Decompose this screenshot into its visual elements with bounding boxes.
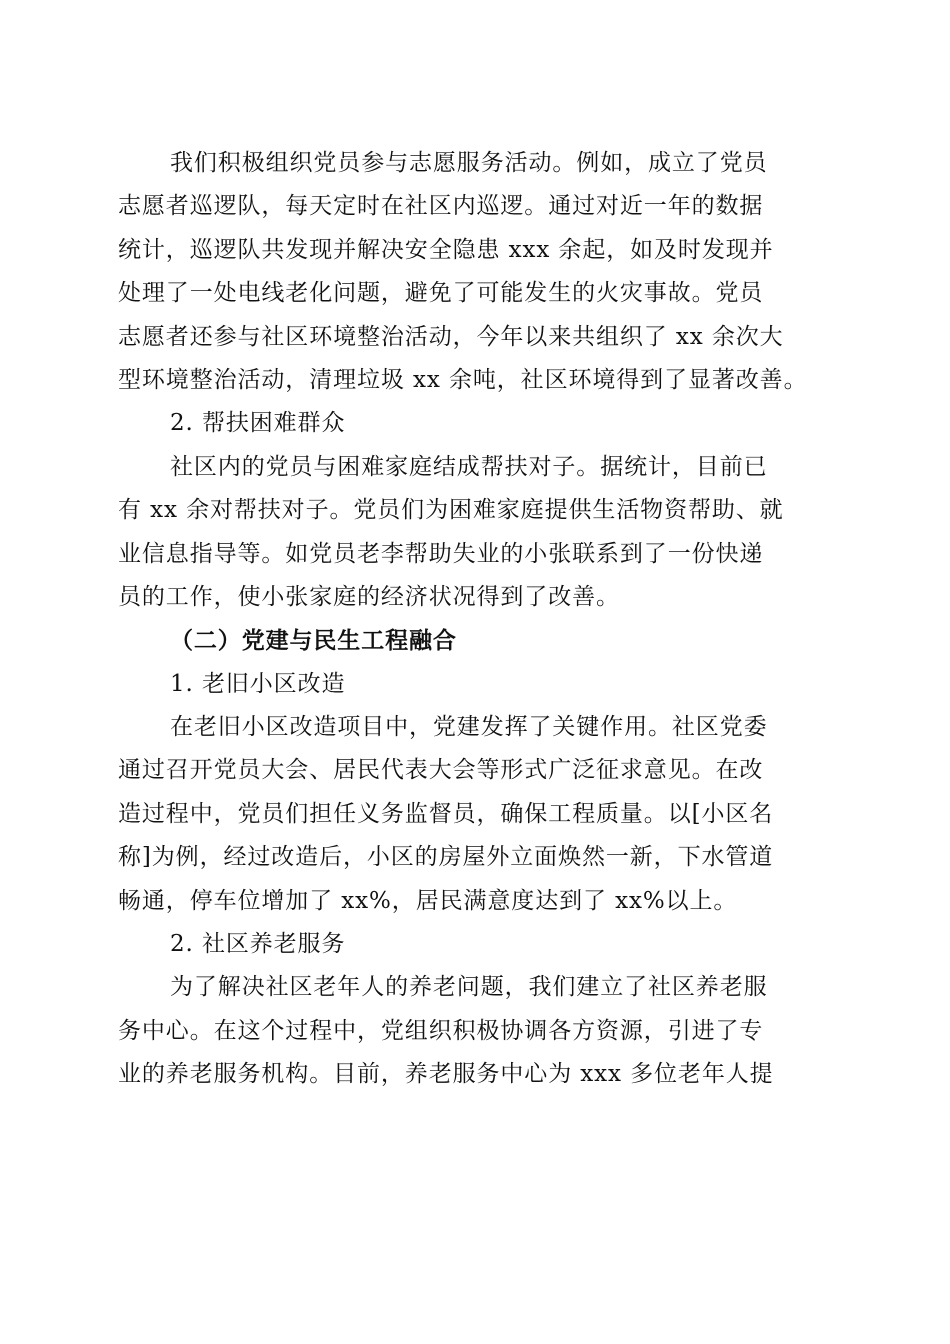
paragraph-line: 我们积极组织党员参与志愿服务活动。例如，成立了党员 <box>170 150 768 176</box>
document-body <box>118 142 838 1097</box>
paragraph-line: 业信息指导等。如党员老李帮助失业的小张联系到了一份快递 <box>118 540 764 567</box>
paragraph-line: 社区内的党员与困难家庭结成帮扶对子。据统计，目前已 <box>170 453 768 480</box>
section-heading: 2. 社区养老服务 <box>170 931 346 958</box>
chapter-heading: （二）党建与民生工程融合 <box>170 627 457 655</box>
paragraph-line: 畅通，停车位增加了 xx%，居民满意度达到了 xx%以上。 <box>118 887 738 914</box>
paragraph-line: 业的养老服务机构。目前，养老服务中心为 xxx 多位老年人提 <box>118 1061 774 1088</box>
section-heading: 1. 老旧小区改造 <box>170 670 346 697</box>
section-heading: 2. 帮扶困难群众 <box>170 410 346 437</box>
paragraph-line: 统计，巡逻队共发现并解决安全隐患 xxx 余起，如及时发现并 <box>118 236 774 263</box>
paragraph-line: 称]为例，经过改造后，小区的房屋外立面焕然一新，下水管道 <box>118 844 774 871</box>
paragraph-line: 造过程中，党员们担任义务监督员，确保工程质量。以[小区名 <box>118 800 774 827</box>
paragraph-line: 处理了一处电线老化问题，避免了可能发生的火灾事故。党员 <box>118 280 764 307</box>
paragraph-line: 有 xx 余对帮扶对子。党员们为困难家庭提供生活物资帮助、就 <box>118 497 784 524</box>
paragraph-line: 通过召开党员大会、居民代表大会等形式广泛征求意见。在改 <box>118 757 764 784</box>
paragraph-line: 在老旧小区改造项目中，党建发挥了关键作用。社区党委 <box>170 714 768 741</box>
paragraph-line: 为了解决社区老年人的养老问题，我们建立了社区养老服 <box>170 974 768 1001</box>
paragraph-line: 志愿者巡逻队，每天定时在社区内巡逻。通过对近一年的数据 <box>118 193 764 220</box>
paragraph-line: 务中心。在这个过程中，党组织积极协调各方资源，引进了专 <box>118 1017 764 1044</box>
paragraph-line: 型环境整治活动，清理垃圾 xx 余吨，社区环境得到了显著改善。 <box>118 366 808 393</box>
paragraph-line: 员的工作，使小张家庭的经济状况得到了改善。 <box>118 583 620 610</box>
paragraph-line: 志愿者还参与社区环境整治活动，今年以来共组织了 xx 余次大 <box>118 323 784 350</box>
